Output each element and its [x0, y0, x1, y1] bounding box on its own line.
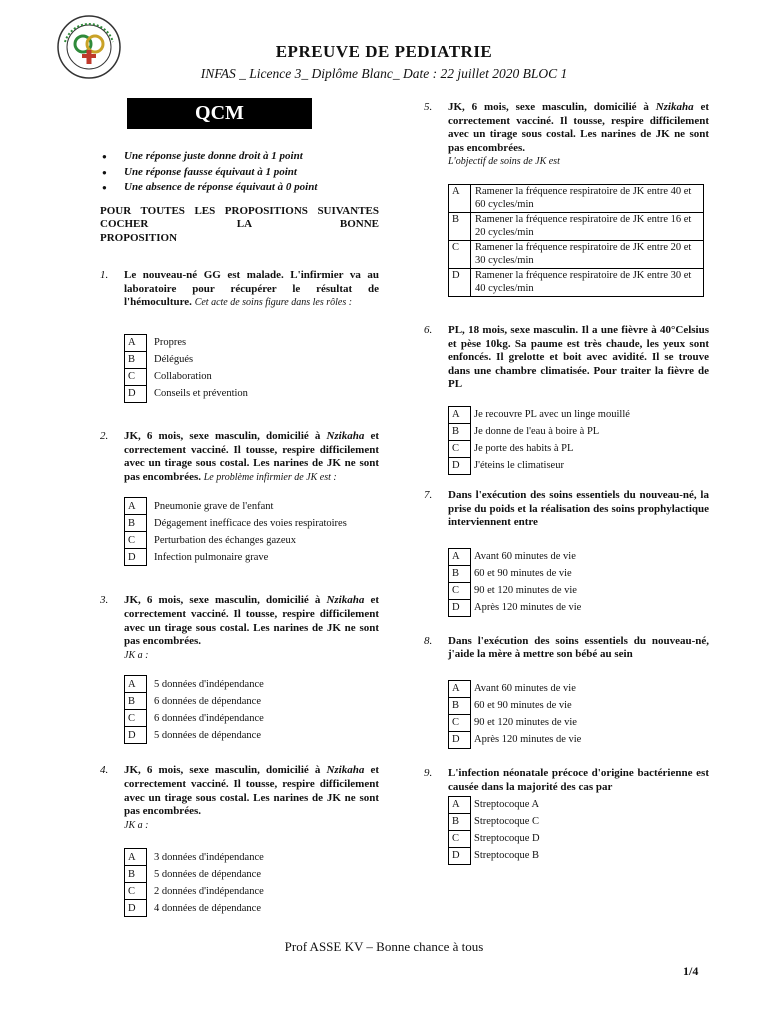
- option-letter[interactable]: A: [449, 406, 471, 423]
- question-stem: JK, 6 mois, sexe masculin, domicilié à: [124, 764, 321, 777]
- question-stem: PL, 18 mois, sexe masculin. Il a une fièvre à 40°Celsius et pèse 10kg. Sa paume est très chaude, les yeux sont enfoncés. Il grelotte et boit avec avidité. Il se trouve dans une chambre climatisée. Pour traiter la fièvre de PL: [448, 323, 709, 391]
- option-letter[interactable]: B: [125, 866, 147, 883]
- option-row[interactable]: [125, 549, 348, 566]
- option-text: Streptocoque B: [474, 850, 540, 862]
- question-4: [100, 764, 379, 917]
- question-stem: et correctement vacciné. Il tousse, respire difficilement avec un tirage sous costal. Les narines de JK ne sont pas encombrées.: [124, 594, 379, 648]
- page-number: 1/4: [683, 964, 699, 978]
- question-note: Le problème infirmier de JK est :: [203, 471, 337, 483]
- question-stem: Dans l'exécution des soins essentiels du nouveau-né, j'aide la mère à mettre son bébé au sein: [448, 634, 709, 661]
- options-table: [124, 334, 248, 403]
- option-row[interactable]: [125, 335, 248, 352]
- scoring-rules: [100, 150, 379, 195]
- option-text: Collaboration: [154, 371, 212, 383]
- option-row[interactable]: [449, 240, 704, 268]
- option-letter[interactable]: C: [449, 440, 471, 457]
- option-row[interactable]: [449, 814, 541, 831]
- question-stem: JK, 6 mois, sexe masculin, domicilié à: [124, 430, 321, 443]
- option-row[interactable]: [449, 599, 582, 616]
- option-letter[interactable]: B: [449, 212, 471, 240]
- option-text: Ramener la fréquence respiratoire de JK entre 30 et 40 cycles/min: [471, 268, 704, 296]
- option-row[interactable]: [449, 423, 631, 440]
- option-letter[interactable]: D: [449, 731, 471, 748]
- option-row[interactable]: [125, 352, 248, 369]
- option-text: 90 et 120 minutes de vie: [474, 584, 577, 596]
- option-row[interactable]: [449, 565, 582, 582]
- option-text: 6 données de dépendance: [154, 695, 261, 707]
- option-row[interactable]: [449, 848, 541, 865]
- option-text: 90 et 120 minutes de vie: [474, 717, 577, 729]
- question-number: 3.: [100, 594, 109, 607]
- option-text: Ramener la fréquence respiratoire de JK entre 40 et 60 cycles/min: [471, 184, 704, 212]
- question-6: [424, 324, 709, 475]
- question-stem: et correctement vacciné. Il tousse, respire difficilement avec un tirage sous costal. Les narines de JK ne sont pas encombrées.: [124, 430, 379, 483]
- option-letter[interactable]: D: [449, 599, 471, 616]
- exam-subtitle: INFAS _ Licence 3_ Diplôme Blanc_ Date : 22 juillet 2020 BLOC 1: [200, 66, 568, 81]
- option-text: Streptocoque C: [474, 816, 540, 828]
- option-letter[interactable]: C: [449, 240, 471, 268]
- option-text: J'éteins le climatiseur: [474, 460, 564, 472]
- option-row[interactable]: [449, 184, 704, 212]
- place-name: Nzikaha: [655, 101, 694, 113]
- option-letter[interactable]: A: [125, 498, 147, 515]
- option-letter[interactable]: D: [449, 457, 471, 474]
- exam-title: EPREUVE DE PEDIATRIE: [275, 42, 493, 61]
- option-letter[interactable]: D: [125, 549, 147, 566]
- option-text: 6 données d'indépendance: [154, 712, 264, 724]
- option-letter[interactable]: C: [449, 714, 471, 731]
- option-row[interactable]: [449, 440, 631, 457]
- option-text: 5 données de dépendance: [154, 729, 261, 741]
- option-text: 5 données de dépendance: [154, 868, 261, 880]
- option-text: Je recouvre PL avec un linge mouillé: [474, 409, 630, 421]
- question-9: [424, 767, 709, 865]
- option-text: Conseils et prévention: [154, 388, 248, 400]
- option-text: 60 et 90 minutes de vie: [474, 700, 572, 712]
- question-number: 1.: [100, 269, 109, 282]
- question-2: [100, 430, 379, 566]
- option-row[interactable]: [449, 457, 631, 474]
- option-letter[interactable]: B: [449, 565, 471, 582]
- option-text: Dégagement inefficace des voies respiratoires: [154, 517, 347, 529]
- option-letter[interactable]: C: [125, 369, 147, 386]
- options-table: [448, 184, 704, 297]
- option-letter[interactable]: A: [125, 335, 147, 352]
- options-table: [448, 406, 631, 475]
- option-row[interactable]: [125, 883, 265, 900]
- option-letter[interactable]: C: [125, 710, 147, 727]
- option-text: Ramener la fréquence respiratoire de JK entre 20 et 30 cycles/min: [471, 240, 704, 268]
- place-name: Nzikaha: [326, 764, 365, 777]
- options-table: [448, 796, 541, 865]
- place-name: Nzikaha: [326, 430, 365, 443]
- option-letter[interactable]: B: [449, 814, 471, 831]
- option-text: Je donne de l'eau à boire à PL: [474, 426, 600, 438]
- option-row[interactable]: [449, 714, 582, 731]
- option-text: Avant 60 minutes de vie: [474, 683, 576, 695]
- option-text: 2 données d'indépendance: [154, 885, 264, 897]
- question-stem: JK, 6 mois, sexe masculin, domicilié à: [124, 594, 321, 607]
- option-letter[interactable]: B: [449, 423, 471, 440]
- option-text: Streptocoque D: [474, 833, 540, 845]
- option-letter[interactable]: C: [125, 883, 147, 900]
- option-row[interactable]: [125, 693, 265, 710]
- option-row[interactable]: [449, 548, 582, 565]
- option-row[interactable]: [125, 727, 265, 744]
- question-7: [424, 489, 709, 617]
- options-table: [124, 848, 265, 917]
- question-stem: JK, 6 mois, sexe masculin, domicilié à: [448, 101, 649, 113]
- question-number: 2.: [100, 430, 109, 443]
- question-stem: Dans l'exécution des soins essentiels du nouveau-né, la prise du poids et la réalisation des soins prophylactique interviennent entre: [448, 488, 709, 529]
- option-row[interactable]: [449, 831, 541, 848]
- option-row[interactable]: [125, 676, 265, 693]
- option-letter[interactable]: B: [125, 693, 147, 710]
- option-text: Après 120 minutes de vie: [474, 601, 582, 613]
- question-number: 4.: [100, 764, 109, 777]
- option-letter[interactable]: C: [449, 582, 471, 599]
- option-row[interactable]: [125, 386, 248, 403]
- question-number: 7.: [424, 488, 433, 501]
- option-row[interactable]: [125, 866, 265, 883]
- left-column: [100, 150, 379, 917]
- option-row[interactable]: [449, 212, 704, 240]
- option-text: Avant 60 minutes de vie: [474, 550, 576, 562]
- option-text: Après 120 minutes de vie: [474, 734, 582, 746]
- option-text: Ramener la fréquence respiratoire de JK entre 16 et 20 cycles/min: [471, 212, 704, 240]
- option-letter[interactable]: A: [449, 548, 471, 565]
- option-row[interactable]: [125, 849, 265, 866]
- option-letter[interactable]: B: [125, 352, 147, 369]
- option-row[interactable]: [449, 680, 582, 697]
- options-table: [124, 497, 348, 566]
- option-text: Infection pulmonaire grave: [154, 551, 269, 563]
- instruction: [100, 205, 379, 246]
- option-row[interactable]: [449, 582, 582, 599]
- option-text: Pneumonie grave de l'enfant: [154, 500, 274, 512]
- option-letter[interactable]: B: [449, 697, 471, 714]
- question-stem: et correctement vacciné. Il tousse, respire difficilement avec un tirage sous costal. Les narines de JK ne sont pas encombrées.: [124, 764, 379, 818]
- question-note: Cet acte de soins figure dans les rôles :: [194, 297, 353, 309]
- qcm-badge: QCM: [127, 98, 312, 129]
- question-number: 5.: [424, 101, 433, 113]
- option-row[interactable]: [125, 710, 265, 727]
- option-row[interactable]: [125, 515, 348, 532]
- option-letter[interactable]: A: [125, 676, 147, 693]
- option-letter[interactable]: A: [449, 184, 471, 212]
- rule-item: ● Une réponse fausse équivaut à 1 point: [100, 166, 379, 180]
- option-letter[interactable]: C: [449, 831, 471, 848]
- question-5: [424, 101, 709, 297]
- option-row[interactable]: [125, 532, 348, 549]
- question-number: 9.: [424, 766, 433, 779]
- option-row[interactable]: [449, 797, 541, 814]
- options-table: [448, 680, 582, 749]
- footer-text: Prof ASSE KV – Bonne chance à tous: [284, 939, 484, 954]
- question-note: JK a :: [124, 649, 149, 661]
- option-letter[interactable]: D: [449, 848, 471, 865]
- option-row[interactable]: [449, 731, 582, 748]
- option-text: 3 données d'indépendance: [154, 851, 264, 863]
- option-row[interactable]: [125, 498, 348, 515]
- option-letter[interactable]: D: [125, 386, 147, 403]
- question-number: 8.: [424, 634, 433, 647]
- option-text: Je porte des habits à PL: [474, 443, 574, 455]
- option-text: Propres: [154, 337, 187, 349]
- option-row[interactable]: [125, 369, 248, 386]
- options-table: [124, 675, 265, 744]
- options-table: [448, 548, 582, 617]
- option-row[interactable]: [449, 268, 704, 296]
- option-text: 4 données de dépendance: [154, 902, 261, 914]
- question-1: [100, 269, 379, 403]
- option-letter[interactable]: B: [125, 515, 147, 532]
- option-letter[interactable]: D: [449, 268, 471, 296]
- question-3: [100, 594, 379, 744]
- question-stem: Le nouveau-né GG est malade. L'infirmier va au laboratoire pour récupérer le résultat de l'hémoculture.: [124, 269, 379, 309]
- option-row[interactable]: [449, 697, 582, 714]
- question-stem: L'infection néonatale précoce d'origine bactérienne est causée dans la majorité des cas par: [448, 766, 709, 793]
- place-name: Nzikaha: [326, 594, 365, 607]
- option-text: 5 données d'indépendance: [154, 678, 264, 690]
- option-letter[interactable]: D: [125, 900, 147, 917]
- option-letter[interactable]: D: [125, 727, 147, 744]
- rule-item: ● Une réponse juste donne droit à 1 point: [100, 150, 379, 164]
- option-text: 60 et 90 minutes de vie: [474, 567, 572, 579]
- option-text: Délégués: [154, 354, 194, 366]
- question-stem: et correctement vacciné. Il tousse, respire difficilement avec un tirage sous costal. Les narines de JK ne sont pas encombrées.: [448, 101, 709, 154]
- instruction-line: POUR TOUTES LES PROPOSITIONS SUIVANTES COCHER LA BONNE: [100, 204, 379, 231]
- right-column: [424, 101, 709, 865]
- option-letter[interactable]: A: [449, 680, 471, 697]
- question-number: 6.: [424, 323, 433, 336]
- instruction-line: PROPOSITION: [100, 231, 178, 244]
- option-letter[interactable]: A: [125, 849, 147, 866]
- option-row[interactable]: [449, 406, 631, 423]
- option-text: Perturbation des échanges gazeux: [154, 534, 296, 546]
- option-row[interactable]: [125, 900, 265, 917]
- rule-item: ● Une absence de réponse équivaut à 0 point: [100, 181, 379, 195]
- option-letter[interactable]: C: [125, 532, 147, 549]
- question-8: [424, 635, 709, 749]
- question-note: L'objectif de soins de JK est: [448, 156, 560, 168]
- option-text: Streptocoque A: [474, 799, 540, 811]
- option-letter[interactable]: A: [449, 797, 471, 814]
- question-note: JK a :: [124, 819, 149, 831]
